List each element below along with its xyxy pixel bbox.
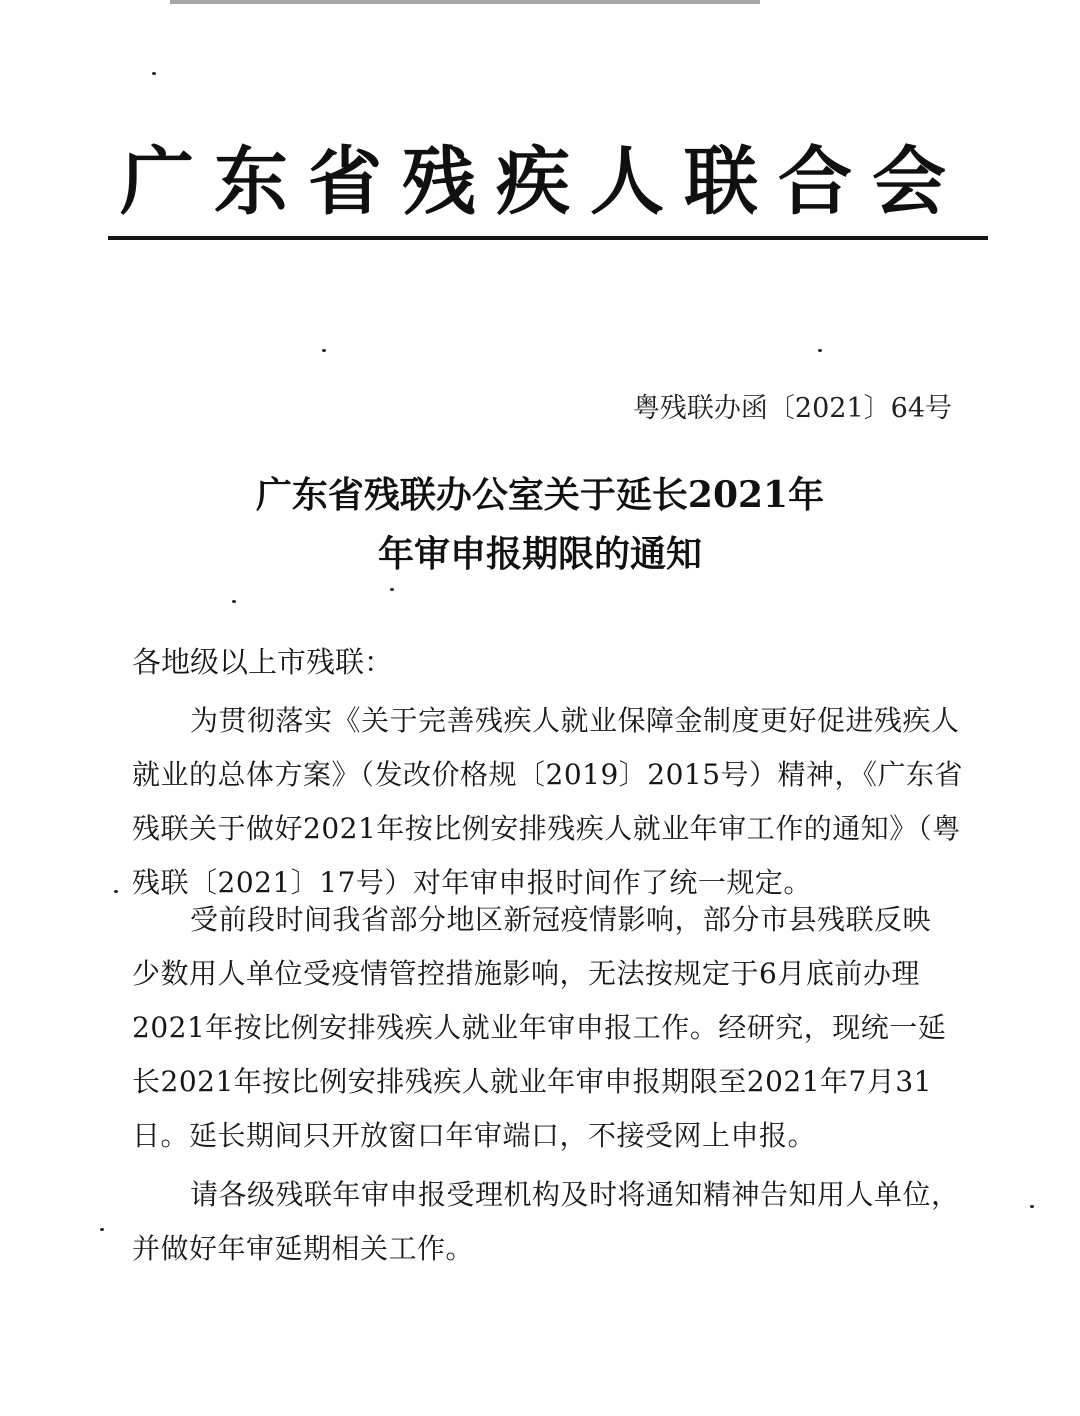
paragraph-line: 并做好年审延期相关工作。 <box>132 1232 475 1265</box>
paragraph-line: 为贯彻落实《关于完善残疾人就业保障金制度更好促进残疾人 <box>190 704 960 737</box>
document-number: 粤残联办函〔2021〕64号 <box>632 393 952 424</box>
notice-title-line-2: 年审申报期限的通知 <box>377 533 702 575</box>
paragraph-line: 少数用人单位受疫情管控措施影响，无法按规定于6月底前办理 <box>132 957 920 990</box>
paragraph-line: 日。延长期间只开放窗口年审端口，不接受网上申报。 <box>132 1119 817 1152</box>
scan-speck <box>818 349 822 352</box>
paragraph-line: 残联关于做好2021年按比例安排残疾人就业年审工作的通知》（粤 <box>132 812 961 845</box>
notice-title <box>110 466 970 584</box>
recipient-line: 各地级以上市残联： <box>132 645 394 679</box>
header-divider <box>108 236 988 240</box>
body-paragraph-3 <box>132 1168 960 1276</box>
notice-title-line-1: 广东省残联办公室关于延长2021年 <box>255 474 825 516</box>
paragraph-line: 残联〔2021〕17号）对年审申报时间作了统一规定。 <box>132 866 812 899</box>
scan-speck <box>114 890 118 893</box>
paragraph-line: 长2021年按比例安排残疾人就业年审申报期限至2021年7月31 <box>132 1065 932 1098</box>
scan-speck <box>390 588 394 591</box>
body-paragraph-1 <box>132 694 964 910</box>
scan-speck <box>1030 1205 1034 1208</box>
scan-speck <box>322 349 326 352</box>
body-paragraph-2 <box>132 893 954 1163</box>
scan-speck <box>232 600 236 603</box>
paragraph-line: 2021年按比例安排残疾人就业年审申报工作。经研究，现统一延 <box>132 1011 947 1044</box>
paragraph-line: 受前段时间我省部分地区新冠疫情影响，部分市县残联反映 <box>190 903 932 936</box>
paragraph-line: 请各级残联年审申报受理机构及时将通知精神告知用人单位， <box>190 1178 960 1211</box>
scan-speck <box>100 1228 104 1231</box>
scan-speck <box>152 72 156 75</box>
organization-header: 广东省残疾人联合会 <box>120 139 966 225</box>
scan-edge-line <box>170 0 760 4</box>
paragraph-line: 就业的总体方案》（发改价格规〔2019〕2015号）精神，《广东省 <box>132 758 964 791</box>
